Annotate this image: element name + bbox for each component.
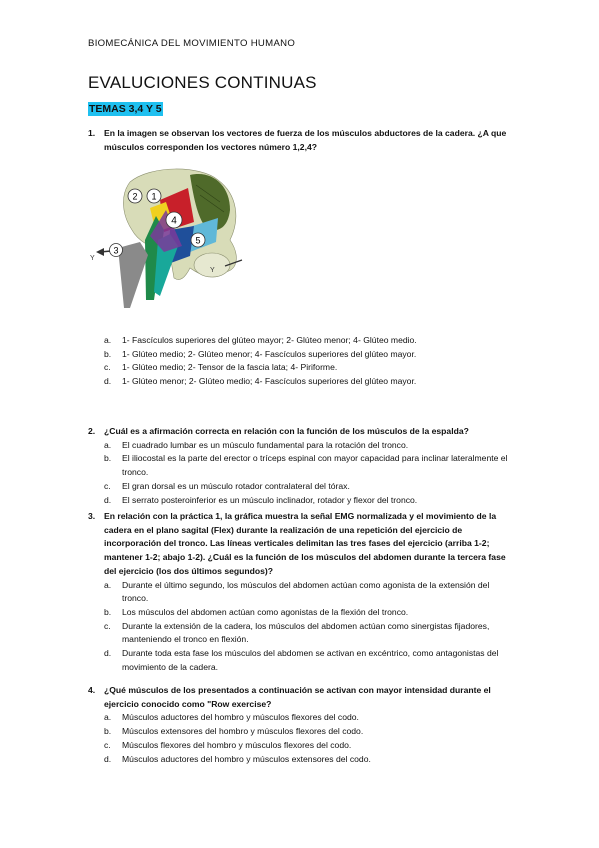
vector-label-4 <box>166 212 182 228</box>
section-heading: TEMAS 3,4 Y 5 <box>89 103 162 115</box>
option-d[interactable]: d. Durante toda esta fase los músculos del abdomen se activan en excéntrico, como antagonistas del movimiento de la cadera. <box>104 648 499 672</box>
option-b[interactable]: b. 1- Glúteo medio; 2- Glúteo menor; 4- Fascículos superiores del glúteo mayor. <box>104 348 417 359</box>
svg-text:5: 5 <box>195 235 201 246</box>
option-a[interactable]: a. Músculos aductores del hombro y músculos flexores del codo. <box>104 712 359 723</box>
question-1 <box>88 127 508 154</box>
document-header: BIOMECÁNICA DEL MOVIMIENTO HUMANO <box>88 38 296 49</box>
question-stem: ¿Cuál es a afirmación correcta en relación con la función de los músculos de la espalda? <box>104 426 469 436</box>
svg-text:3: 3 <box>113 245 119 256</box>
vector-label-3 <box>110 244 123 257</box>
question-number: 1. <box>88 128 96 138</box>
page-title: EVALUCIONES CONTINUAS <box>88 73 317 92</box>
option-d[interactable]: d. Músculos aductores del hombro y músculos extensores del codo. <box>104 753 371 764</box>
option-a[interactable]: a. El cuadrado lumbar es un músculo fundamental para la rotación del tronco. <box>104 439 409 450</box>
option-d[interactable]: d. 1- Glúteo menor; 2- Glúteo medio; 4- Fascículos superiores del glúteo mayor. <box>104 376 417 387</box>
option-b[interactable]: b. El iliocostal es la parte del erector o tríceps espinal con mayor capacidad para inclinar lateralmente el tronco. <box>104 453 508 478</box>
question-stem: En relación con la práctica 1, la gráfica muestra la señal EMG normalizada y el movimiento de la cadera en el plano sagital (Flex) durante la realización de una repetición del ejercicio de incorporación del tronco. Las líneas verticales delimitan las tres fases del ejercicio (arriba 1-2; mantener 1-2; abajo 1-2). ¿Cuál es la función de los músculos del abdomen durante la tercera fase del ejercicio (los dos últimos segundos)? <box>104 511 506 576</box>
option-c[interactable]: c. El gran dorsal es un músculo rotador contralateral del tórax. <box>104 480 350 491</box>
svg-text:1: 1 <box>151 191 157 202</box>
axis-label-y-left: Y <box>90 255 95 262</box>
question-number: 4. <box>88 685 96 695</box>
vector-label-2 <box>128 189 142 203</box>
vector-label-1 <box>147 189 161 203</box>
question-4 <box>88 684 508 766</box>
svg-text:2: 2 <box>132 191 138 202</box>
option-a[interactable]: a. Durante el último segundo, los músculos del abdomen actúan como agonista de la extensión del tronco. <box>104 579 490 604</box>
question-2 <box>88 425 508 507</box>
axis-label-y-right: Y <box>210 267 215 274</box>
question-1-options <box>88 334 508 389</box>
question-3 <box>88 510 508 674</box>
svg-text:4: 4 <box>171 215 177 227</box>
hip-muscle-vectors-figure <box>90 160 250 312</box>
option-c[interactable]: c. 1- Glúteo medio; 2- Tensor de la fascia lata; 4- Piriforme. <box>104 362 338 373</box>
option-a[interactable]: a. 1- Fascículos superiores del glúteo mayor; 2- Glúteo menor; 4- Glúteo medio. <box>104 335 417 345</box>
option-c[interactable]: c. Durante la extensión de la cadera, los músculos del abdomen actúan como sinergistas fijadores, manteniendo el tronco en flexión. <box>104 620 490 645</box>
option-c[interactable]: c. Músculos flexores del hombro y músculos flexores del codo. <box>104 739 352 750</box>
option-d[interactable]: d. El serrato posteroinferior es un músculo inclinador, rotador y flexor del tronco. <box>104 494 418 505</box>
question-number: 2. <box>88 426 96 436</box>
option-b[interactable]: b. Los músculos del abdomen actúan como agonistas de la flexión del tronco. <box>104 606 409 617</box>
question-stem: En la imagen se observan los vectores de fuerza de los músculos abductores de la cadera. ¿A que músculos corresponden los vectores número 1,2,4? <box>104 128 507 152</box>
question-stem: ¿Qué músculos de los presentados a continuación se activan con mayor intensidad durante el ejercicio conocido como "Row exercise? <box>104 685 491 709</box>
option-b[interactable]: b. Músculos extensores del hombro y músculos flexores del codo. <box>104 726 364 737</box>
vector-label-5 <box>191 233 205 247</box>
question-number: 3. <box>88 511 96 521</box>
